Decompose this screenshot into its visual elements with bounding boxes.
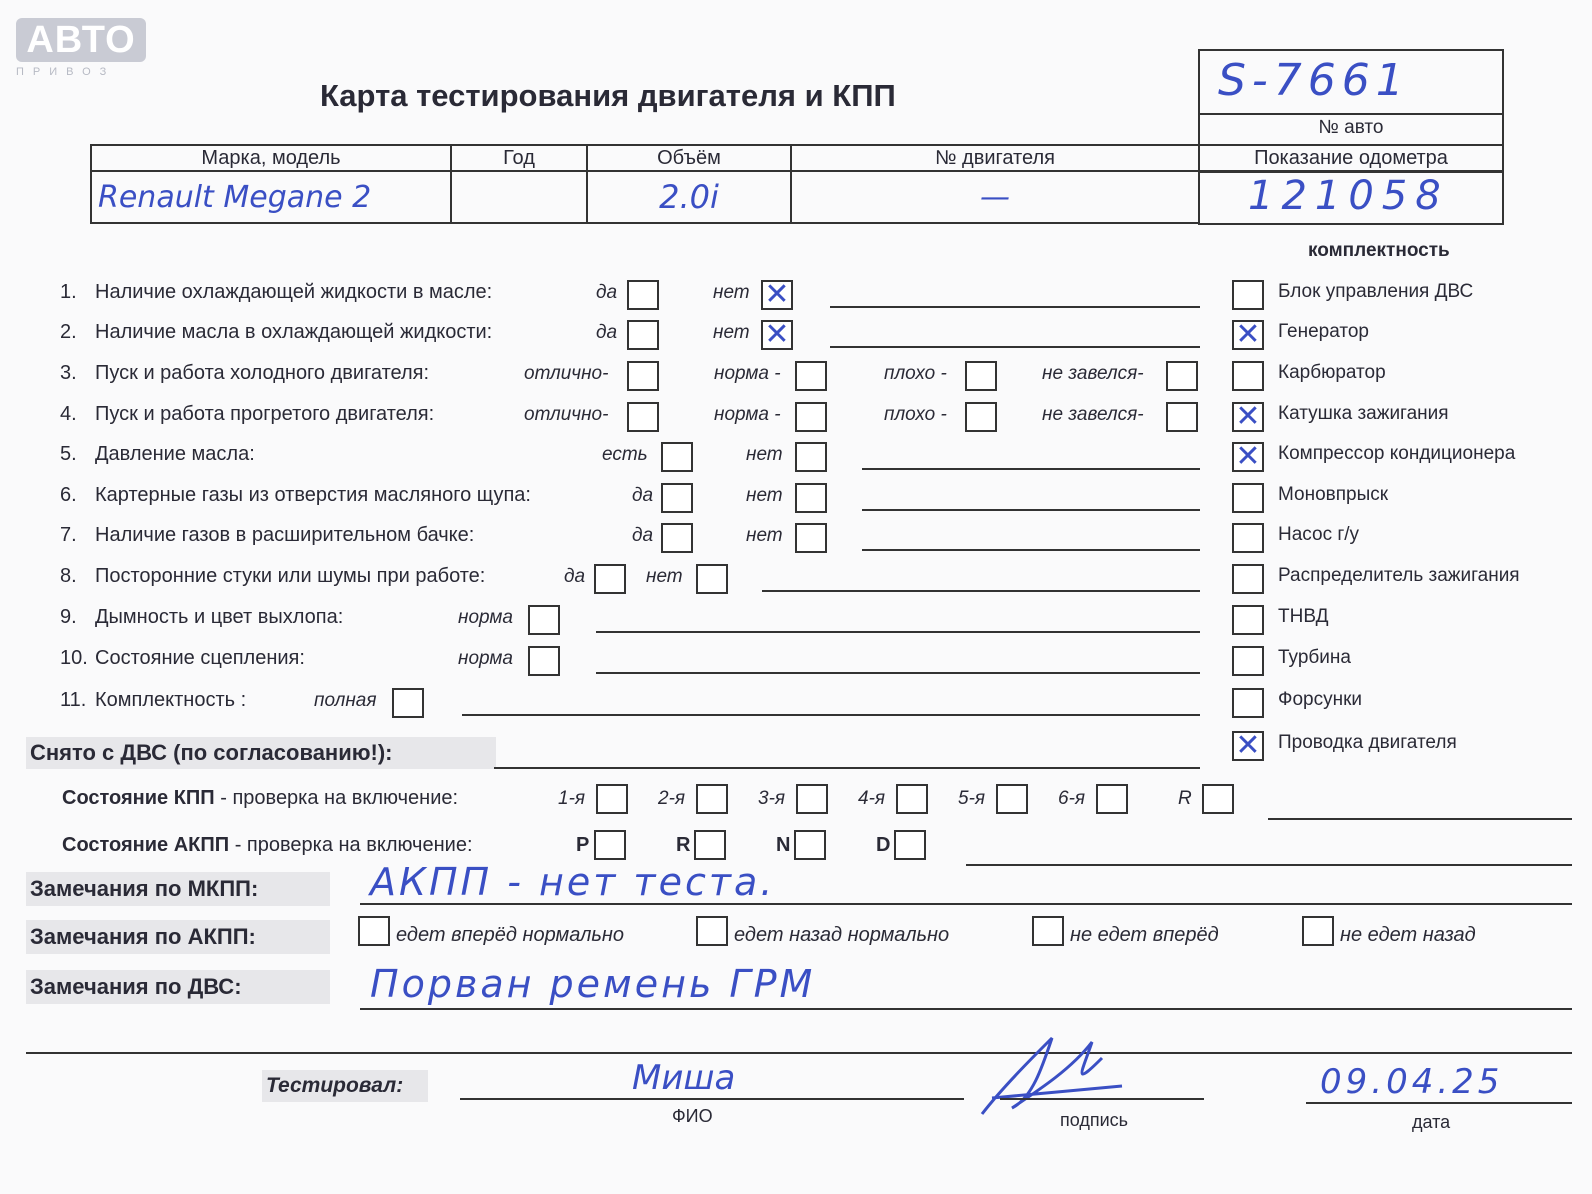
check-label: Картерные газы из отверстия масляного щупа: (95, 484, 531, 506)
check-number: 9. (60, 606, 77, 628)
check-norm-checkbox[interactable] (528, 605, 560, 635)
check-label: Состояние сцепления: (95, 647, 305, 669)
completeness-label: Компрессор кондиционера (1278, 443, 1516, 464)
check-option-no: нет (646, 566, 683, 587)
check-option-no: нет (713, 282, 750, 303)
check-option-label: отлично- (524, 404, 609, 425)
check-norm-checkbox[interactable] (528, 646, 560, 676)
kpp-gear-checkbox[interactable] (1096, 784, 1128, 814)
check-option-checkbox[interactable] (627, 361, 659, 391)
check-number: 7. (60, 524, 77, 546)
tested-by-label: Тестировал: (262, 1070, 428, 1102)
completeness-checkbox[interactable] (1232, 605, 1264, 635)
kpp-gear-label: 2-я (658, 788, 686, 809)
completeness-checkbox[interactable] (1232, 483, 1264, 513)
check-option-yes: да (596, 282, 618, 303)
check-option-no: нет (746, 485, 783, 506)
check-option-yes: да (632, 485, 654, 506)
vehicle-header-table (90, 144, 1504, 224)
check-label: Наличие охлаждающей жидкости в масле: (95, 281, 493, 303)
completeness-label: Форсунки (1278, 689, 1362, 710)
tester-name: Миша (632, 1058, 736, 1098)
check-option-yes: да (564, 566, 586, 587)
akpp-gear-checkbox[interactable] (694, 830, 726, 860)
auto-number-value: S-7661 (1218, 55, 1410, 106)
check-label: Давление масла: (95, 443, 255, 465)
kpp-gear-label: 6-я (1058, 788, 1086, 809)
akpp-gear-label: R (676, 834, 691, 856)
completeness-checkbox-mark: ✕ (1235, 439, 1261, 474)
kpp-gear-label: R (1178, 788, 1192, 809)
year-value (451, 171, 587, 223)
date-caption: дата (1412, 1112, 1451, 1132)
remarks-mkpp-value: АКПП - нет теста. (370, 860, 776, 904)
check-number: 1. (60, 281, 77, 303)
check-number: 4. (60, 403, 77, 425)
kpp-label: Состояние КПП - проверка на включение: (62, 787, 459, 809)
check-no-checkbox[interactable] (696, 564, 728, 594)
check-option-label: плохо - (884, 404, 947, 425)
completeness-label: Распределитель зажигания (1278, 565, 1520, 586)
check-number: 6. (60, 484, 77, 506)
col-header-make: Марка, модель (91, 145, 451, 171)
completeness-label: Карбюратор (1278, 362, 1386, 383)
completeness-label: Моновпрыск (1278, 484, 1389, 505)
check-yes-checkbox[interactable] (627, 320, 659, 350)
completeness-checkbox[interactable] (1232, 439, 1264, 474)
kpp-gear-label: 3-я (758, 788, 786, 809)
completeness-title: комплектность (1308, 240, 1450, 261)
odometer-value: 121058 (1248, 173, 1449, 219)
check-option-checkbox[interactable] (627, 402, 659, 432)
akpp-remark-checkbox[interactable] (1032, 916, 1064, 946)
logo-subtitle: ПРИВОЗ (16, 66, 116, 78)
completeness-checkbox[interactable] (1232, 317, 1264, 352)
kpp-gear-label: 5-я (958, 788, 986, 809)
check-label: Пуск и работа прогретого двигателя: (95, 403, 435, 425)
kpp-gear-checkbox[interactable] (1202, 784, 1234, 814)
completeness-label: Катушка зажигания (1278, 403, 1449, 424)
kpp-gear-checkbox[interactable] (696, 784, 728, 814)
check-number: 3. (60, 362, 77, 384)
col-header-engine-no: № двигателя (791, 145, 1199, 171)
completeness-label: Проводка двигателя (1278, 732, 1457, 753)
completeness-checkbox-mark: ✕ (1235, 399, 1261, 434)
remarks-dvs-label: Замечания по ДВС: (26, 970, 330, 1004)
akpp-gear-checkbox[interactable] (894, 830, 926, 860)
col-header-year: Год (451, 145, 587, 171)
engine-no-value: — (791, 171, 1199, 223)
akpp-remark-label: едет назад нормально (734, 924, 950, 946)
auto-number-label: № авто (1318, 117, 1384, 138)
check-option-no: нет (746, 444, 783, 465)
completeness-checkbox[interactable] (1232, 688, 1264, 718)
col-header-volume: Объём (587, 145, 791, 171)
check-number: 10. (60, 647, 88, 669)
check-no-checkbox[interactable] (761, 277, 793, 312)
completeness-checkbox-mark: ✕ (1235, 317, 1261, 352)
check-yes-checkbox[interactable] (661, 523, 693, 553)
remarks-mkpp-label: Замечания по МКПП: (26, 872, 330, 906)
completeness-checkbox[interactable] (1232, 399, 1264, 434)
signature-caption: подпись (1060, 1110, 1129, 1130)
check-option-no: нет (746, 525, 783, 546)
akpp-gear-label: N (776, 834, 791, 856)
check-option-checkbox[interactable] (965, 402, 997, 432)
check-option-full: полная (314, 690, 377, 711)
akpp-gear-label: D (876, 834, 891, 856)
check-number: 11. (60, 689, 87, 711)
check-number: 8. (60, 565, 77, 587)
akpp-gear-label: P (576, 834, 590, 856)
check-no-checkbox-mark: ✕ (764, 317, 790, 352)
completeness-checkbox[interactable] (1232, 523, 1264, 553)
check-option-label: не завелся- (1042, 363, 1144, 384)
akpp-gear-checkbox[interactable] (594, 830, 626, 860)
check-option-checkbox[interactable] (795, 402, 827, 432)
remarks-dvs-value: Порван ремень ГРМ (370, 962, 816, 1006)
col-header-odometer: Показание одометра (1199, 145, 1503, 171)
kpp-gear-label: 1-я (558, 788, 586, 809)
akpp-remark-checkbox[interactable] (696, 916, 728, 946)
kpp-gear-checkbox[interactable] (996, 784, 1028, 814)
make-model-value: Renault Megane 2 (91, 171, 451, 223)
completeness-checkbox[interactable] (1232, 564, 1264, 594)
akpp-remark-checkbox[interactable] (358, 916, 390, 946)
date-value: 09.04.25 (1320, 1062, 1504, 1102)
check-option-label: плохо - (884, 363, 947, 384)
check-no-checkbox[interactable] (761, 317, 793, 352)
volume-value: 2.0i (587, 171, 791, 223)
check-option-label: не завелся- (1042, 404, 1144, 425)
check-option-checkbox[interactable] (965, 361, 997, 391)
akpp-gear-checkbox[interactable] (794, 830, 826, 860)
akpp-remark-label: не едет вперёд (1070, 924, 1219, 946)
removed-label: Снято с ДВС (по согласованию!): (26, 737, 496, 769)
check-option-checkbox[interactable] (1166, 402, 1198, 432)
check-label: Пуск и работа холодного двигателя: (95, 362, 430, 384)
check-no-checkbox-mark: ✕ (764, 277, 790, 312)
page-title: Карта тестирования двигателя и КПП (320, 78, 896, 113)
check-label: Посторонние стуки или шумы при работе: (95, 565, 486, 587)
completeness-label: ТНВД (1278, 606, 1329, 627)
kpp-gear-checkbox[interactable] (596, 784, 628, 814)
check-full-checkbox[interactable] (392, 688, 424, 718)
check-option-no: нет (713, 322, 750, 343)
check-option-checkbox[interactable] (1166, 361, 1198, 391)
check-label: Комплектность : (95, 689, 247, 711)
check-yes-checkbox[interactable] (627, 280, 659, 310)
check-yes-checkbox[interactable] (661, 442, 693, 472)
check-number: 2. (60, 321, 77, 343)
completeness-checkbox[interactable] (1232, 361, 1264, 391)
completeness-label: Генератор (1278, 321, 1369, 342)
check-option-checkbox[interactable] (795, 361, 827, 391)
kpp-gear-checkbox[interactable] (796, 784, 828, 814)
akpp-label: Состояние АКПП - проверка на включение: (62, 834, 473, 856)
completeness-label: Турбина (1278, 647, 1351, 668)
completeness-label: Блок управления ДВС (1278, 281, 1474, 302)
check-option-norm: норма (458, 648, 513, 669)
logo: АВТО (16, 18, 146, 62)
check-yes-checkbox[interactable] (661, 483, 693, 513)
remarks-akpp-label: Замечания по АКПП: (26, 920, 330, 954)
check-no-checkbox[interactable] (795, 483, 827, 513)
check-option-label: отлично- (524, 363, 609, 384)
check-option-label: норма - (714, 363, 781, 384)
completeness-checkbox[interactable] (1232, 728, 1264, 763)
akpp-remark-label: не едет назад (1340, 924, 1476, 946)
check-label: Дымность и цвет выхлопа: (95, 606, 344, 628)
completeness-checkbox[interactable] (1232, 646, 1264, 676)
check-option-norm: норма (458, 607, 513, 628)
check-option-yes: да (596, 322, 618, 343)
akpp-remark-label: едет вперёд нормально (396, 924, 625, 946)
check-no-checkbox[interactable] (795, 523, 827, 553)
akpp-remark-checkbox[interactable] (1302, 916, 1334, 946)
fio-caption: ФИО (672, 1106, 713, 1126)
completeness-checkbox-mark: ✕ (1235, 728, 1261, 763)
check-option-label: норма - (714, 404, 781, 425)
completeness-checkbox[interactable] (1232, 280, 1264, 310)
check-number: 5. (60, 443, 77, 465)
kpp-gear-checkbox[interactable] (896, 784, 928, 814)
check-option-yes: да (632, 525, 654, 546)
kpp-gear-label: 4-я (858, 788, 886, 809)
check-label: Наличие масла в охлаждающей жидкости: (95, 321, 493, 343)
check-yes-checkbox[interactable] (594, 564, 626, 594)
completeness-label: Насос г/у (1278, 524, 1360, 545)
check-no-checkbox[interactable] (795, 442, 827, 472)
check-label: Наличие газов в расширительном бачке: (95, 524, 475, 546)
check-option-yes: есть (602, 444, 648, 465)
